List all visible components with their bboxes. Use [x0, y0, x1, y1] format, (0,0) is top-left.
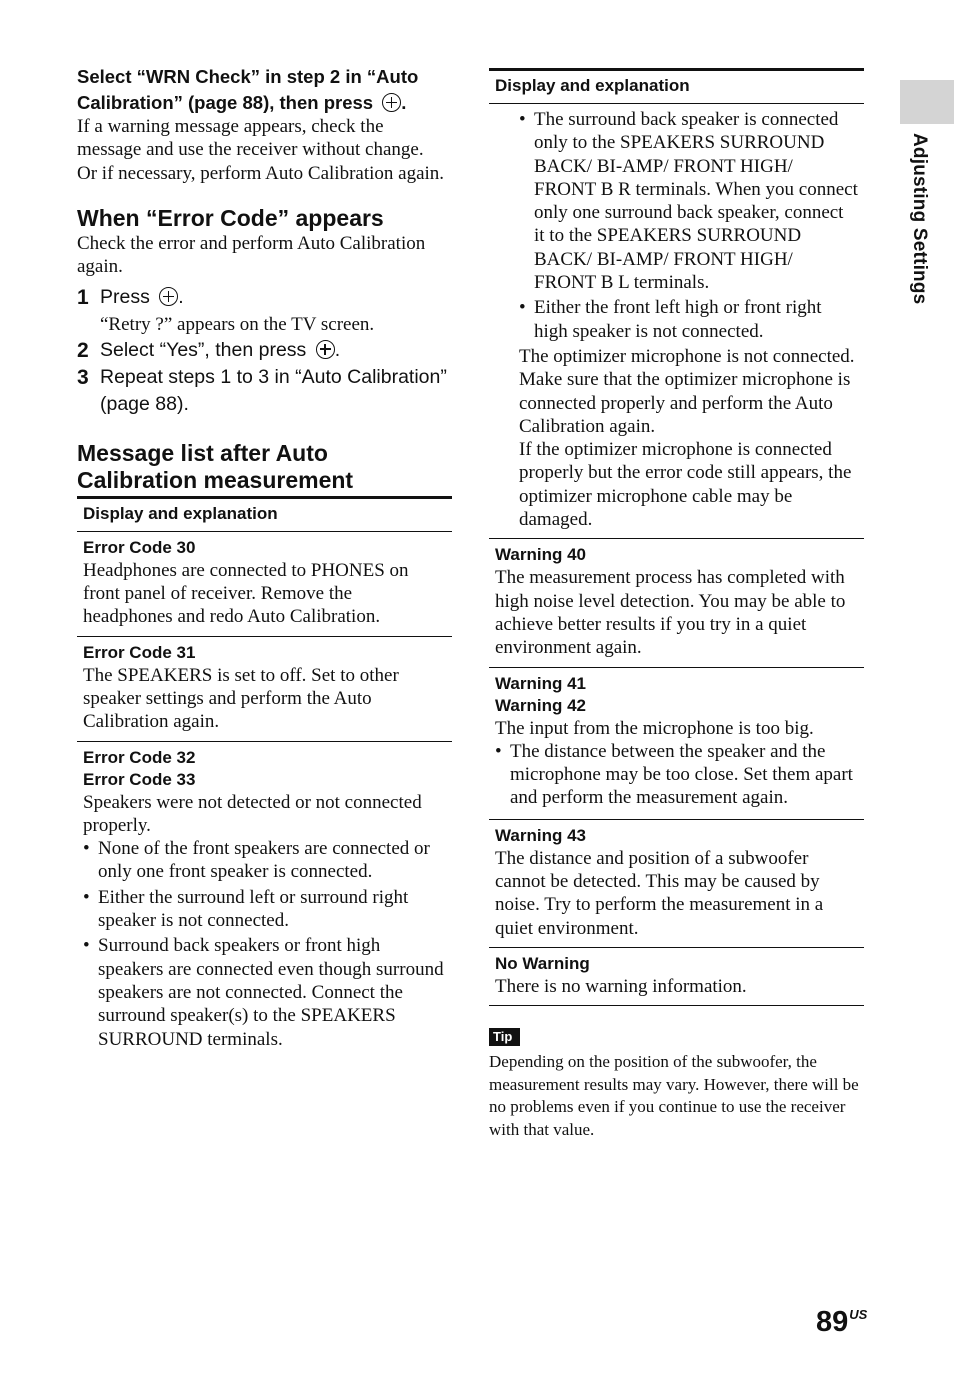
tip-text: Depending on the position of the subwoofer, the measurement results may vary. However, there will be no problems even if you continue to use the receiver with that value.	[489, 1052, 859, 1139]
row-title: Warning 40	[495, 545, 586, 565]
intro-heading-line2: Calibration” (page 88), then press	[77, 92, 374, 113]
error-code-heading: When “Error Code” appears	[77, 204, 384, 231]
row-bullet-list	[83, 837, 446, 1051]
row-title: Error Code 30	[83, 537, 196, 557]
table-row-warning-43	[489, 820, 864, 948]
row-body: The SPEAKERS is set to off. Set to other speaker settings and perform the Auto Calibration again.	[83, 664, 399, 733]
step-2	[77, 337, 452, 364]
row-body: Headphones are connected to PHONES on front panel of receiver. Remove the headphones and redo Auto Calibration.	[83, 559, 409, 628]
enter-button-icon	[382, 93, 401, 112]
message-list-heading	[77, 440, 452, 499]
error-code-body: Check the error and perform Auto Calibration again.	[77, 232, 426, 278]
left-column	[77, 64, 452, 1060]
intro-heading-end: .	[401, 92, 407, 113]
intro-heading-line1: Select “WRN Check” in step 2 in “Auto	[77, 66, 419, 87]
mic-text-1: The optimizer microphone is not connected. Make sure that the optimizer microphone is connected properly and perform the Auto Calibration again.	[519, 345, 855, 437]
tip-block	[489, 1028, 864, 1141]
row-body: The distance and position of a subwoofer cannot be detected. This may be caused by noise. Try to perform the measurement in a quiet environment.	[495, 847, 824, 939]
step-text: Select “Yes”, then press	[100, 338, 307, 361]
row-title-2: Warning 42	[495, 695, 586, 715]
intro-body-1: If a warning message appears, check the message and use the receiver without change.	[77, 116, 424, 161]
table-row-no-warning	[489, 948, 864, 1006]
enter-button-icon	[316, 340, 335, 359]
list-item: • Surround back speakers or front high speakers are connected even though surround speakers are not connected. Connect the surround speaker(s) to the SPEAKERS SURROUND terminals.	[83, 934, 446, 1050]
row-bullet-list	[495, 740, 858, 810]
table-row-warning-41-42	[489, 668, 864, 820]
row-body: There is no warning information.	[495, 975, 747, 997]
step-1-note: “Retry ?” appears on the TV screen.	[100, 314, 375, 336]
table-row-warning-40	[489, 539, 864, 667]
row-bullet-list	[495, 108, 858, 343]
list-item: • The distance between the speaker and the microphone may be too close. Set them apart and perform the measurement again.	[495, 740, 858, 810]
page-number-suffix: US	[849, 1307, 868, 1322]
step-1	[77, 284, 452, 311]
side-tab-marker	[900, 80, 954, 124]
right-column	[489, 68, 864, 1141]
intro-heading	[77, 64, 452, 116]
row-body: The input from the microphone is too big.	[495, 717, 814, 739]
list-item: • The surround back speaker is connected only to the SPEAKERS SURROUND BACK/ BI-AMP/ FRONT HIGH/ FRONT B R terminals. When you connect only one surround back speaker, connect it to the SPEAKERS SURROUND BACK/ BI-AMP/ FRONT HIGH/ FRONT B L terminals.	[519, 108, 858, 294]
intro-body-2: Or if necessary, perform Auto Calibration again.	[77, 162, 445, 184]
step-text-end: .	[178, 286, 184, 309]
row-title: Error Code 31	[83, 642, 196, 662]
step-list	[77, 284, 452, 417]
step-text-end: .	[334, 338, 341, 361]
row-title-1: Warning 41	[495, 673, 586, 693]
mic-text-2: If the optimizer microphone is connected properly but the error code still appears, the optimizer microphone cable may be damaged.	[519, 439, 852, 531]
step-3	[77, 364, 452, 418]
table-row-error-32-33	[77, 742, 452, 1060]
table-row-error-continued	[489, 104, 864, 539]
row-title: Warning 43	[495, 825, 586, 845]
row-title-2: Error Code 33	[83, 769, 196, 789]
list-item: • Either the front left high or front right high speaker is not connected.	[519, 296, 858, 343]
row-body: The measurement process has completed with high noise level detection. You may be able to achieve better results if you try in a quiet environment again.	[495, 567, 846, 659]
table-header: Display and explanation	[77, 499, 452, 532]
page-number	[816, 1306, 867, 1339]
section-side-label: Adjusting Settings	[909, 133, 930, 305]
message-list-heading-line2: Calibration measurement	[77, 466, 354, 493]
intro-block	[77, 64, 452, 185]
list-item: • None of the front speakers are connected or only one front speaker is connected.	[83, 837, 446, 884]
step-number: 3	[77, 365, 89, 389]
list-item: • Either the surround left or surround right speaker is not connected.	[83, 886, 446, 933]
step-text: Press	[100, 286, 150, 309]
message-table-right	[489, 68, 864, 1006]
tip-badge: Tip	[489, 1028, 520, 1046]
step-number: 2	[77, 338, 89, 362]
row-body: Speakers were not detected or not connected properly.	[83, 791, 422, 836]
table-row-error-31	[77, 637, 452, 742]
step-number: 1	[77, 286, 89, 310]
message-table-left	[77, 499, 452, 1060]
table-row-error-30	[77, 532, 452, 637]
step-text: Repeat steps 1 to 3 in “Auto Calibration” (page 88).	[100, 365, 447, 415]
enter-button-icon	[159, 287, 178, 306]
message-list-heading-line1: Message list after Auto	[77, 439, 328, 466]
row-title-1: Error Code 32	[83, 747, 196, 767]
row-title: No Warning	[495, 953, 590, 973]
table-header: Display and explanation	[489, 71, 864, 104]
page-number-value: 89	[816, 1306, 849, 1338]
